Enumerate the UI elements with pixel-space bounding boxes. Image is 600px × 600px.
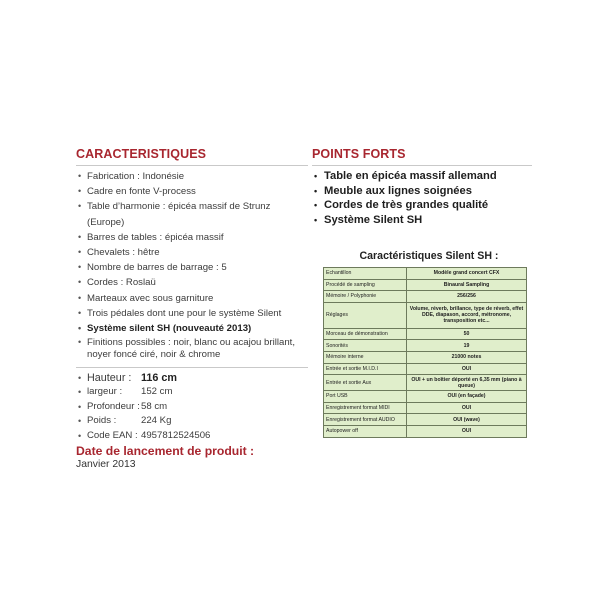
spec-value: 224 Kg	[141, 415, 172, 427]
bullet-icon: •	[78, 416, 82, 427]
table-row	[324, 291, 527, 303]
spec-row	[76, 429, 308, 444]
characteristics-title: CARACTERISTIQUES	[76, 147, 207, 161]
spec-row	[76, 414, 308, 429]
spec-key: Poids :	[87, 415, 117, 427]
table-row	[324, 391, 527, 403]
bullet-icon: •	[78, 292, 82, 303]
spec-key: Profondeur :	[87, 400, 140, 412]
spec-value: 58 cm	[141, 400, 168, 412]
table-key: Enregistrement format MIDI	[324, 402, 407, 414]
divider	[76, 165, 308, 166]
feature-text: Table d’harmonie : épicéa massif de Strunz (Europe)	[87, 201, 271, 228]
strength-text: Système Silent SH	[324, 213, 423, 226]
silent-table-title: Caractéristiques Silent SH :	[359, 250, 499, 262]
table-row	[324, 302, 527, 328]
bullet-icon: •	[78, 337, 82, 348]
spec-value: 116 cm	[141, 371, 178, 384]
bullet-icon: •	[78, 171, 82, 181]
table-value: 19	[407, 340, 527, 352]
list-item	[76, 230, 308, 245]
strength-text: Meuble aux lignes soignées	[324, 184, 472, 197]
table-key: Mémoire interne	[324, 351, 407, 363]
list-item	[312, 198, 532, 213]
list-item	[76, 245, 308, 260]
bullet-icon: •	[78, 262, 82, 273]
table-key: Sonorités	[324, 340, 407, 352]
table-value: Volume, réverb, brillance, type de réverb, effet DDE, diapason, accord, métronome, transposition etc...	[407, 302, 527, 328]
list-item	[76, 199, 308, 229]
bullet-icon: •	[78, 387, 82, 398]
table-row	[324, 279, 527, 291]
table-row	[324, 425, 527, 437]
table-key: Mémoire / Polyphonie	[324, 291, 407, 303]
spec-key: Hauteur :	[87, 371, 132, 384]
spec-value: 152 cm	[141, 386, 173, 398]
feature-text: Cordes : Roslaü	[87, 277, 156, 289]
specs-list	[76, 371, 308, 444]
bullet-icon: •	[314, 214, 318, 225]
list-item	[76, 291, 308, 306]
table-value: OUI (en façade)	[407, 391, 527, 403]
table-key: Entrée et sortie M.I.D.I	[324, 363, 407, 375]
silent-specs-table	[323, 267, 527, 438]
strengths-section	[312, 147, 532, 227]
list-item	[76, 306, 308, 321]
bullet-icon: •	[78, 401, 82, 412]
table-row	[324, 351, 527, 363]
feature-text: Marteaux avec sous garniture	[87, 292, 214, 304]
launch-date-value: Janvier 2013	[76, 458, 136, 470]
table-value: Modèle grand concert CFX	[407, 268, 527, 280]
list-item	[76, 260, 308, 275]
bullet-icon: •	[78, 277, 82, 288]
bullet-icon: •	[78, 307, 82, 318]
table-key: Morceau de démonstration	[324, 328, 407, 340]
feature-text: Barres de tables : épicéa massif	[87, 231, 224, 243]
feature-text: Trois pédales dont une pour le système Silent	[87, 307, 282, 319]
strengths-title: POINTS FORTS	[312, 147, 406, 161]
features-list	[76, 169, 308, 363]
bullet-icon: •	[314, 200, 318, 211]
divider	[76, 367, 308, 368]
strength-text: Cordes de très grandes qualité	[324, 199, 489, 212]
table-value: OUI (wave)	[407, 414, 527, 426]
feature-text: Finitions possibles : noir, blanc ou acajou brillant, noyer foncé ciré, noir & chrome	[87, 337, 295, 361]
feature-text: Fabrication : Indonésie	[87, 171, 185, 182]
table-row	[324, 363, 527, 375]
table-key: Enregistrement format AUDIO	[324, 414, 407, 426]
list-item	[76, 321, 308, 336]
table-value: OUI	[407, 425, 527, 437]
table-row	[324, 268, 527, 280]
table-key: Autopower off	[324, 425, 407, 437]
spec-row	[76, 385, 308, 400]
spec-row	[76, 400, 308, 415]
bullet-icon: •	[78, 372, 82, 383]
table-key: Port USB	[324, 391, 407, 403]
feature-text: Chevalets : hêtre	[87, 247, 160, 259]
list-item	[76, 169, 308, 184]
list-item	[76, 184, 308, 199]
table-value: 21000 notes	[407, 351, 527, 363]
list-item	[312, 213, 532, 228]
table-key: Echantillon	[324, 268, 407, 280]
list-item	[312, 184, 532, 199]
spec-key: Code EAN :	[87, 430, 138, 442]
bullet-icon: •	[78, 431, 82, 442]
table-value: OUI	[407, 402, 527, 414]
table-row	[324, 414, 527, 426]
bullet-icon: •	[78, 231, 82, 242]
list-item	[76, 275, 308, 290]
bullet-icon: •	[78, 323, 82, 334]
table-row	[324, 375, 527, 391]
table-value: OUI	[407, 363, 527, 375]
characteristics-section	[76, 147, 308, 471]
feature-text: Système silent SH (nouveauté 2013)	[87, 323, 252, 335]
bullet-icon: •	[314, 171, 318, 181]
feature-text: Cadre en fonte V-process	[87, 186, 196, 198]
divider	[312, 165, 532, 166]
bullet-icon: •	[314, 185, 318, 196]
bullet-icon: •	[78, 247, 82, 258]
table-row	[324, 340, 527, 352]
launch-date-title: Date de lancement de produit :	[76, 443, 255, 458]
table-row	[324, 402, 527, 414]
strengths-list	[312, 169, 532, 227]
bullet-icon: •	[78, 186, 82, 197]
table-key: Entrée et sortie Aux	[324, 375, 407, 391]
feature-text: Nombre de barres de barrage : 5	[87, 262, 227, 274]
table-value: 256/256	[407, 291, 527, 303]
list-item	[312, 169, 532, 184]
bullet-icon: •	[78, 201, 82, 212]
spec-key: largeur :	[87, 386, 123, 398]
table-key: Procédé de sampling	[324, 279, 407, 291]
spec-row	[76, 371, 308, 386]
table-value: OUI + un boîtier déporté en 6,35 mm (piano à queue)	[407, 375, 527, 391]
spec-value: 4957812524506	[141, 430, 211, 442]
table-key: Réglages	[324, 302, 407, 328]
table-value: Binaural Sampling	[407, 279, 527, 291]
table-value: 50	[407, 328, 527, 340]
list-item	[76, 336, 308, 362]
table-row	[324, 328, 527, 340]
strength-text: Table en épicéa massif allemand	[324, 170, 497, 182]
